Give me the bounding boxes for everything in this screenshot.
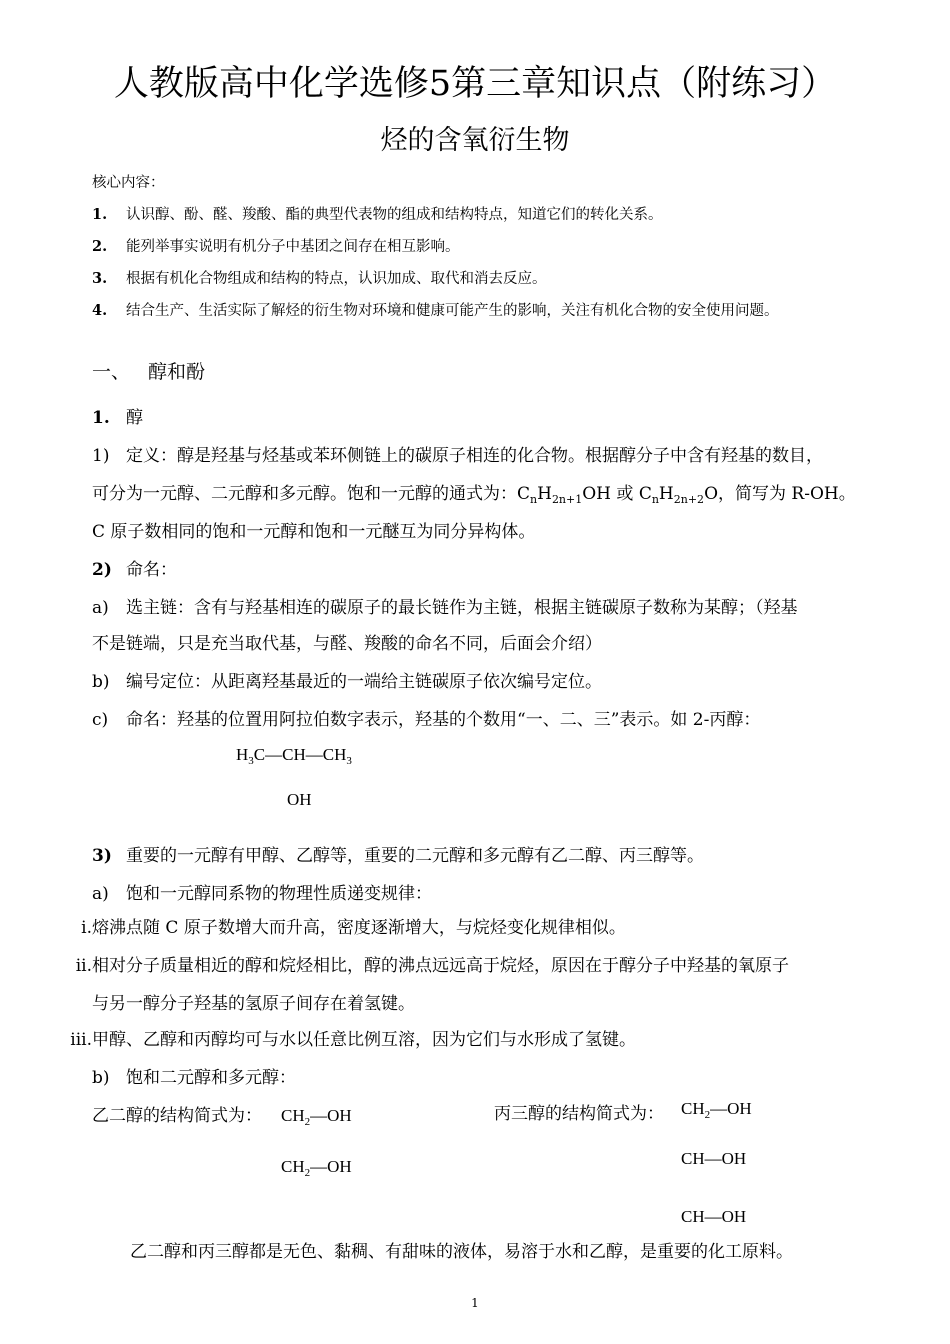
definition-line-formula: 可分为一元醇、二元醇和多元醇。饱和一元醇的通式为：$C_nH_{2n+1}OH$ 或 $C_nH_{2n+2}O$，简写为 R-OH。 xyxy=(92,484,856,506)
definition-line: C 原子数相同的饱和一元醇和饱和一元醚互为同分异构体。 xyxy=(92,522,536,542)
core-item: 3. 根据有机化合物组成和结构的特点，认识加成、取代和消去反应。 xyxy=(92,270,547,287)
polyol-heading: b) 饱和二元醇和多元醇： xyxy=(92,1068,296,1088)
glycerol-formula-line: CH—OH xyxy=(681,1149,747,1168)
page-number: 1 xyxy=(471,1296,479,1310)
naming-rule: c) 命名：羟基的位置用阿拉伯数字表示，羟基的个数用“一、二、三”表示。如 2-丙醇： xyxy=(92,710,761,730)
property-item: i.熔沸点随 C 原子数增大而升高，密度逐渐增大，与烷烃变化规律相似。 xyxy=(81,918,626,938)
page-title: 人教版高中化学选修5第三章知识点（附练习） xyxy=(113,64,837,104)
core-item: 2. 能列举事实说明有机分子中基团之间存在相互影响。 xyxy=(92,238,460,255)
definition-line: 1) 定义：醇是羟基与烃基或苯环侧链上的碳原子相连的化合物。根据醇分子中含有羟基的数目， xyxy=(92,446,823,466)
naming-rule: a) 选主链：含有与羟基相连的碳原子的最长链作为主链，根据主链碳原子数称为某醇；（羟基 xyxy=(92,598,798,618)
subsection-heading: 1. 醇 xyxy=(92,408,143,428)
core-heading: 核心内容： xyxy=(92,175,165,191)
page-subtitle: 烃的含氧衍生物 xyxy=(380,125,570,156)
glycol-formula-line: $CH_2—OH$ xyxy=(281,1157,352,1179)
section-heading: 一、 醇和酚 xyxy=(92,361,206,383)
glycerol-formula-line: $CH_2—OH$ xyxy=(681,1099,752,1121)
property-item: ii.相对分子质量相近的醇和烷烃相比，醇的沸点远远高于烷烃，原因在于醇分子中羟基的氧原子 xyxy=(75,956,789,976)
glycol-label: 乙二醇的结构简式为： xyxy=(92,1106,262,1126)
polyol-summary: 乙二醇和丙三醇都是无色、黏稠、有甜味的液体，易溶于水和乙醇，是重要的化工原料。 xyxy=(130,1242,793,1262)
important-alcohols: 3) 重要的一元醇有甲醇、乙醇等，重要的二元醇和多元醇有乙二醇、丙三醇等。 xyxy=(92,846,704,866)
glycerol-formula-line: CH—OH xyxy=(681,1207,747,1226)
property-heading: a) 饱和一元醇同系物的物理性质递变规律： xyxy=(92,884,432,904)
glycerol-label: 丙三醇的结构简式为： xyxy=(494,1104,664,1124)
property-item: iii.甲醇、乙醇和丙醇均可与水以任意比例互溶，因为它们与水形成了氢键。 xyxy=(70,1030,636,1050)
core-item: 1. 认识醇、酚、醛、羧酸、酯的典型代表物的组成和结构特点，知道它们的转化关系。 xyxy=(92,206,663,223)
naming-rule: 不是链端，只是充当取代基，与醛、羧酸的命名不同，后面会介绍） xyxy=(92,634,602,654)
propanol-oh: OH xyxy=(287,790,312,809)
naming-rule: b) 编号定位：从距离羟基最近的一端给主链碳原子依次编号定位。 xyxy=(92,672,602,692)
naming-heading: 2) 命名： xyxy=(92,560,177,580)
core-item: 4. 结合生产、生活实际了解烃的衍生物对环境和健康可能产生的影响，关注有机化合物的安全使用问题。 xyxy=(92,302,779,319)
glycol-formula-line: $CH_2—OH$ xyxy=(281,1106,352,1128)
propanol-formula: $H_3C—CH—CH_3$ xyxy=(236,745,352,767)
property-item: 与另一醇分子羟基的氢原子间存在着氢键。 xyxy=(92,994,415,1014)
